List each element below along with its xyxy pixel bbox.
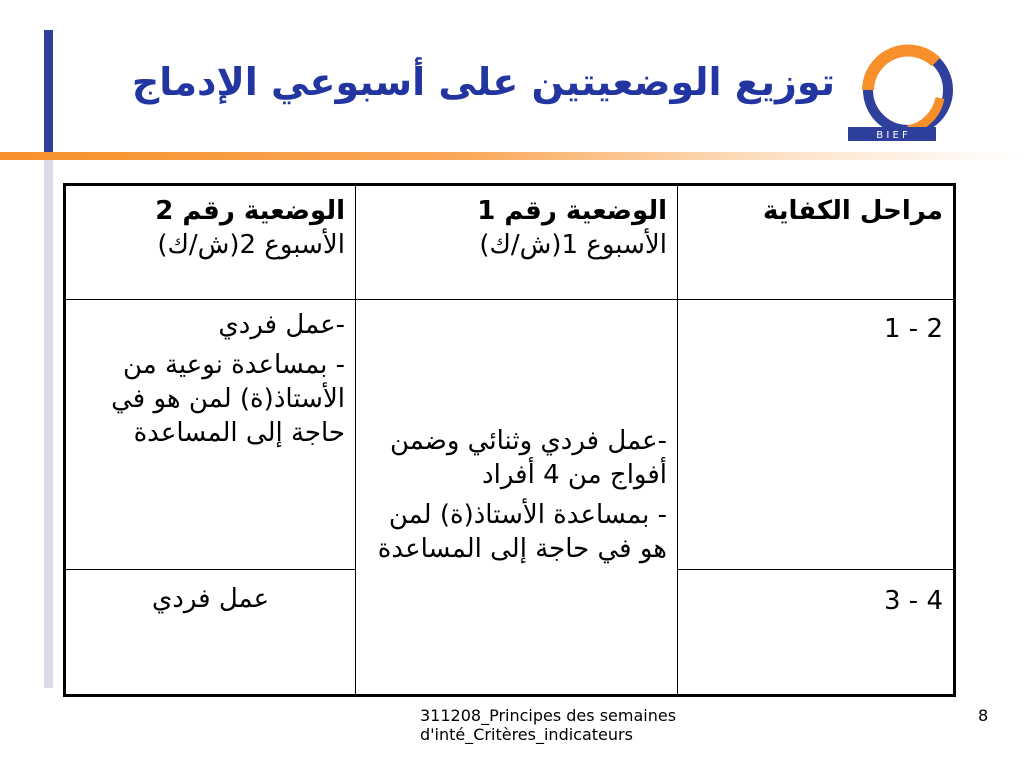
cell-situation-2-stage-3-4: عمل فردي [65,570,356,696]
logo-text: B I E F [876,130,908,141]
footer-text: 311208_Principes des semaines d'inté_Critères_indicateurs [420,706,677,744]
table-row [65,300,955,570]
slide-title: توزيع الوضعيتين على أسبوعي الإدماج [131,60,835,104]
cell-stage-3-4: 3 - 4 [678,570,955,696]
left-accent-bar-light [44,158,53,688]
cell-situation-1: -عمل فردي وثنائي وضمن أفواج من 4 أفراد - بمساعدة الأستاذ(ة) لمن هو في حاجة إلى المساعدة [356,300,678,696]
table-header-row [65,185,955,300]
title-underline [0,152,1024,160]
left-accent-bar [44,30,53,158]
header-situation-2: الوضعية رقم 2 الأسبوع 2(ش/ك) [65,185,356,300]
distribution-table [63,183,956,697]
cell-stage-1-2: 1 - 2 [678,300,955,570]
cell-situation-2-stage-1-2: -عمل فردي - بمساعدة نوعية من الأستاذ(ة) لمن هو في حاجة إلى المساعدة [65,300,356,570]
bief-logo-icon [848,38,968,146]
header-situation-1: الوضعية رقم 1 الأسبوع 1(ش/ك) [356,185,678,300]
page-number: 8 [978,706,989,725]
header-stages: مراحل الكفاية [678,185,955,300]
